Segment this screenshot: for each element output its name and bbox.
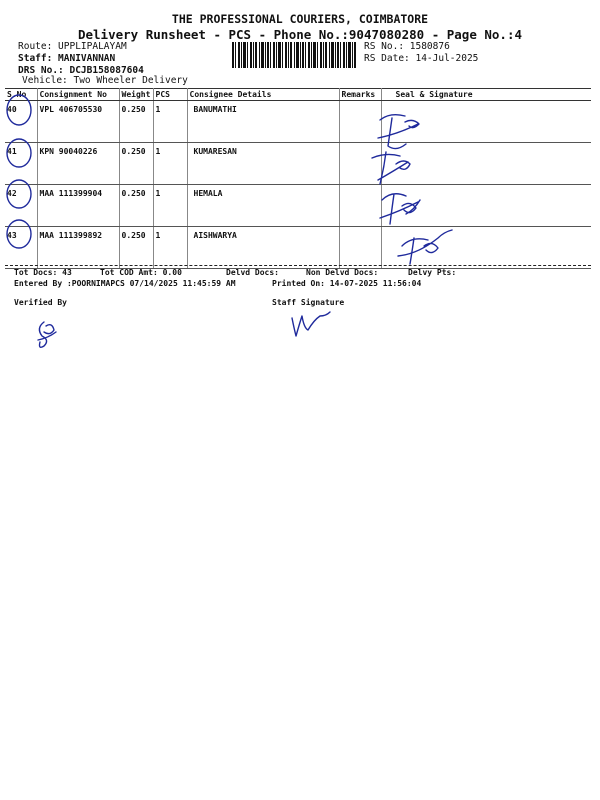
runsheet-title: Delivery Runsheet - PCS - Phone No.:9047080280 - Page No.:4 xyxy=(77,27,522,42)
staff-signature-label: Staff Signature xyxy=(272,298,345,307)
non-delivered-docs: Non Delvd Docs: xyxy=(306,268,379,277)
verified-by-label: Verified By xyxy=(14,298,67,307)
weight-cell: 0.250 xyxy=(119,101,153,143)
col-header: S.No xyxy=(5,89,37,101)
sno-circle-mark xyxy=(7,139,31,167)
pcs-cell: 1 xyxy=(153,143,187,185)
weight-cell: 0.250 xyxy=(119,227,153,269)
consignee-cell: BANUMATHI xyxy=(187,101,339,143)
signature-mark xyxy=(398,230,452,264)
sno-cell: 42 xyxy=(5,185,37,227)
weight-cell: 0.250 xyxy=(119,143,153,185)
total-cod-amount: Tot COD Amt: 0.00 xyxy=(100,268,182,277)
consignment-cell: VPL 406705530 xyxy=(37,101,119,143)
delivered-docs: Delvd Docs: xyxy=(226,268,279,277)
rs-date: RS Date: 14-Jul-2025 xyxy=(364,53,479,64)
sno-cell: 41 xyxy=(5,143,37,185)
col-header: Consignment No xyxy=(37,89,119,101)
col-header: Seal & Signature xyxy=(381,89,591,101)
col-header: Remarks xyxy=(339,89,381,101)
pcs-cell: 1 xyxy=(153,101,187,143)
rs-number: RS No.: 1580876 xyxy=(364,41,450,52)
consignee-cell: AISHWARYA xyxy=(187,227,339,269)
vehicle-label: Vehicle: Two Wheeler Delivery xyxy=(22,75,188,86)
staff-signature-mark xyxy=(292,312,330,336)
entered-by: Entered By :POORNIMAPCS 07/14/2025 11:45:59 AM xyxy=(14,279,236,288)
signature-mark xyxy=(372,152,410,184)
signature-mark xyxy=(380,194,420,224)
total-docs: Tot Docs: 43 xyxy=(14,268,72,277)
staff-label: Staff: MANIVANNAN xyxy=(18,53,116,64)
printed-on: Printed On: 14-07-2025 11:56:04 xyxy=(272,279,422,288)
pcs-cell: 1 xyxy=(153,185,187,227)
company-name: THE PROFESSIONAL COURIERS, COIMBATORE xyxy=(171,12,429,26)
pcs-cell: 1 xyxy=(153,227,187,269)
sno-cell: 43 xyxy=(5,227,37,269)
consignee-cell: HEMALA xyxy=(187,185,339,227)
weight-cell: 0.250 xyxy=(119,185,153,227)
col-header: Weight xyxy=(119,89,153,101)
consignment-cell: MAA 111399892 xyxy=(37,227,119,269)
col-header: Consignee Details xyxy=(187,89,339,101)
consignment-cell: MAA 111399904 xyxy=(37,185,119,227)
sno-circle-mark xyxy=(7,220,31,248)
delivery-points: Delvy Pts: xyxy=(408,268,457,277)
sno-circle-mark xyxy=(7,180,31,208)
consignee-cell: KUMARESAN xyxy=(187,143,339,185)
signature-mark xyxy=(378,115,419,149)
route-label: Route: UPPLIPALAYAM xyxy=(18,41,127,52)
sno-circle-mark xyxy=(7,95,31,125)
verifier-initials-mark xyxy=(38,322,56,347)
consignment-cell: KPN 90040226 xyxy=(37,143,119,185)
sno-cell: 40 xyxy=(5,101,37,143)
drs-number: DRS No.: DCJB158087604 xyxy=(18,65,144,76)
col-header: PCS xyxy=(153,89,187,101)
